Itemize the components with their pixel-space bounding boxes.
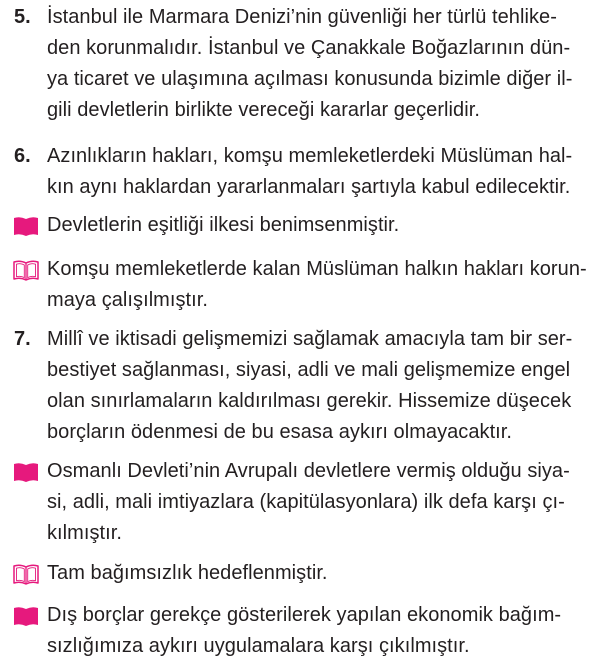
book-filled-icon — [12, 461, 40, 483]
text-line: bestiyet sağlanması, siyasi, adli ve mali gelişmemize engel — [47, 359, 571, 381]
text-line: ya ticaret ve ulaşımına açılması konusunda bizimle diğer il- — [47, 68, 573, 90]
text-line: den korunmalıdır. İstanbul ve Çanakkale Boğazlarının dün- — [47, 37, 571, 59]
book-outline-icon — [12, 563, 40, 585]
book-outline-icon — [12, 259, 40, 281]
text-line: maya çalışılmıştır. — [47, 289, 208, 311]
text-line: kın aynı haklardan yararlanmaları şartıyla kabul edilecektir. — [47, 176, 571, 198]
article-number: 5. — [14, 6, 31, 28]
article-number: 7. — [14, 328, 31, 350]
text-line: İstanbul ile Marmara Denizi’nin güvenliği her türlü tehlike- — [47, 6, 557, 28]
text-line: Komşu memleketlerde kalan Müslüman halkın hakları korun- — [47, 258, 587, 280]
text-line: gili devletlerin birlikte vereceği kararlar geçerlidir. — [47, 99, 480, 121]
text-line: Dış borçlar gerekçe gösterilerek yapılan ekonomik bağım- — [47, 604, 562, 626]
text-line: Azınlıkların hakları, komşu memleketlerdeki Müslüman hal- — [47, 145, 573, 167]
text-line: Millî ve iktisadi gelişmemizi sağlamak amacıyla tam bir ser- — [47, 328, 573, 350]
book-filled-icon — [12, 605, 40, 627]
book-filled-icon — [12, 215, 40, 237]
text-line: olan sınırlamaların kaldırılması gerekir. Hissemize düşecek — [47, 390, 572, 412]
text-line: Tam bağımsızlık hedeflenmiştir. — [47, 562, 328, 584]
article-number: 6. — [14, 145, 31, 167]
text-line: si, adli, mali imtiyazlara (kapitülasyonlara) ilk defa karşı çı- — [47, 491, 565, 513]
text-line: borçların ödenmesi de bu esasa aykırı olmayacaktır. — [47, 421, 513, 443]
text-line: Osmanlı Devleti’nin Avrupalı devletlere vermiş olduğu siya- — [47, 460, 570, 482]
text-line: kılmıştır. — [47, 522, 122, 544]
text-line: sızlığımıza aykırı uygulamalara karşı çıkılmıştır. — [47, 635, 470, 657]
text-line: Devletlerin eşitliği ilkesi benimsenmiştir. — [47, 214, 400, 236]
